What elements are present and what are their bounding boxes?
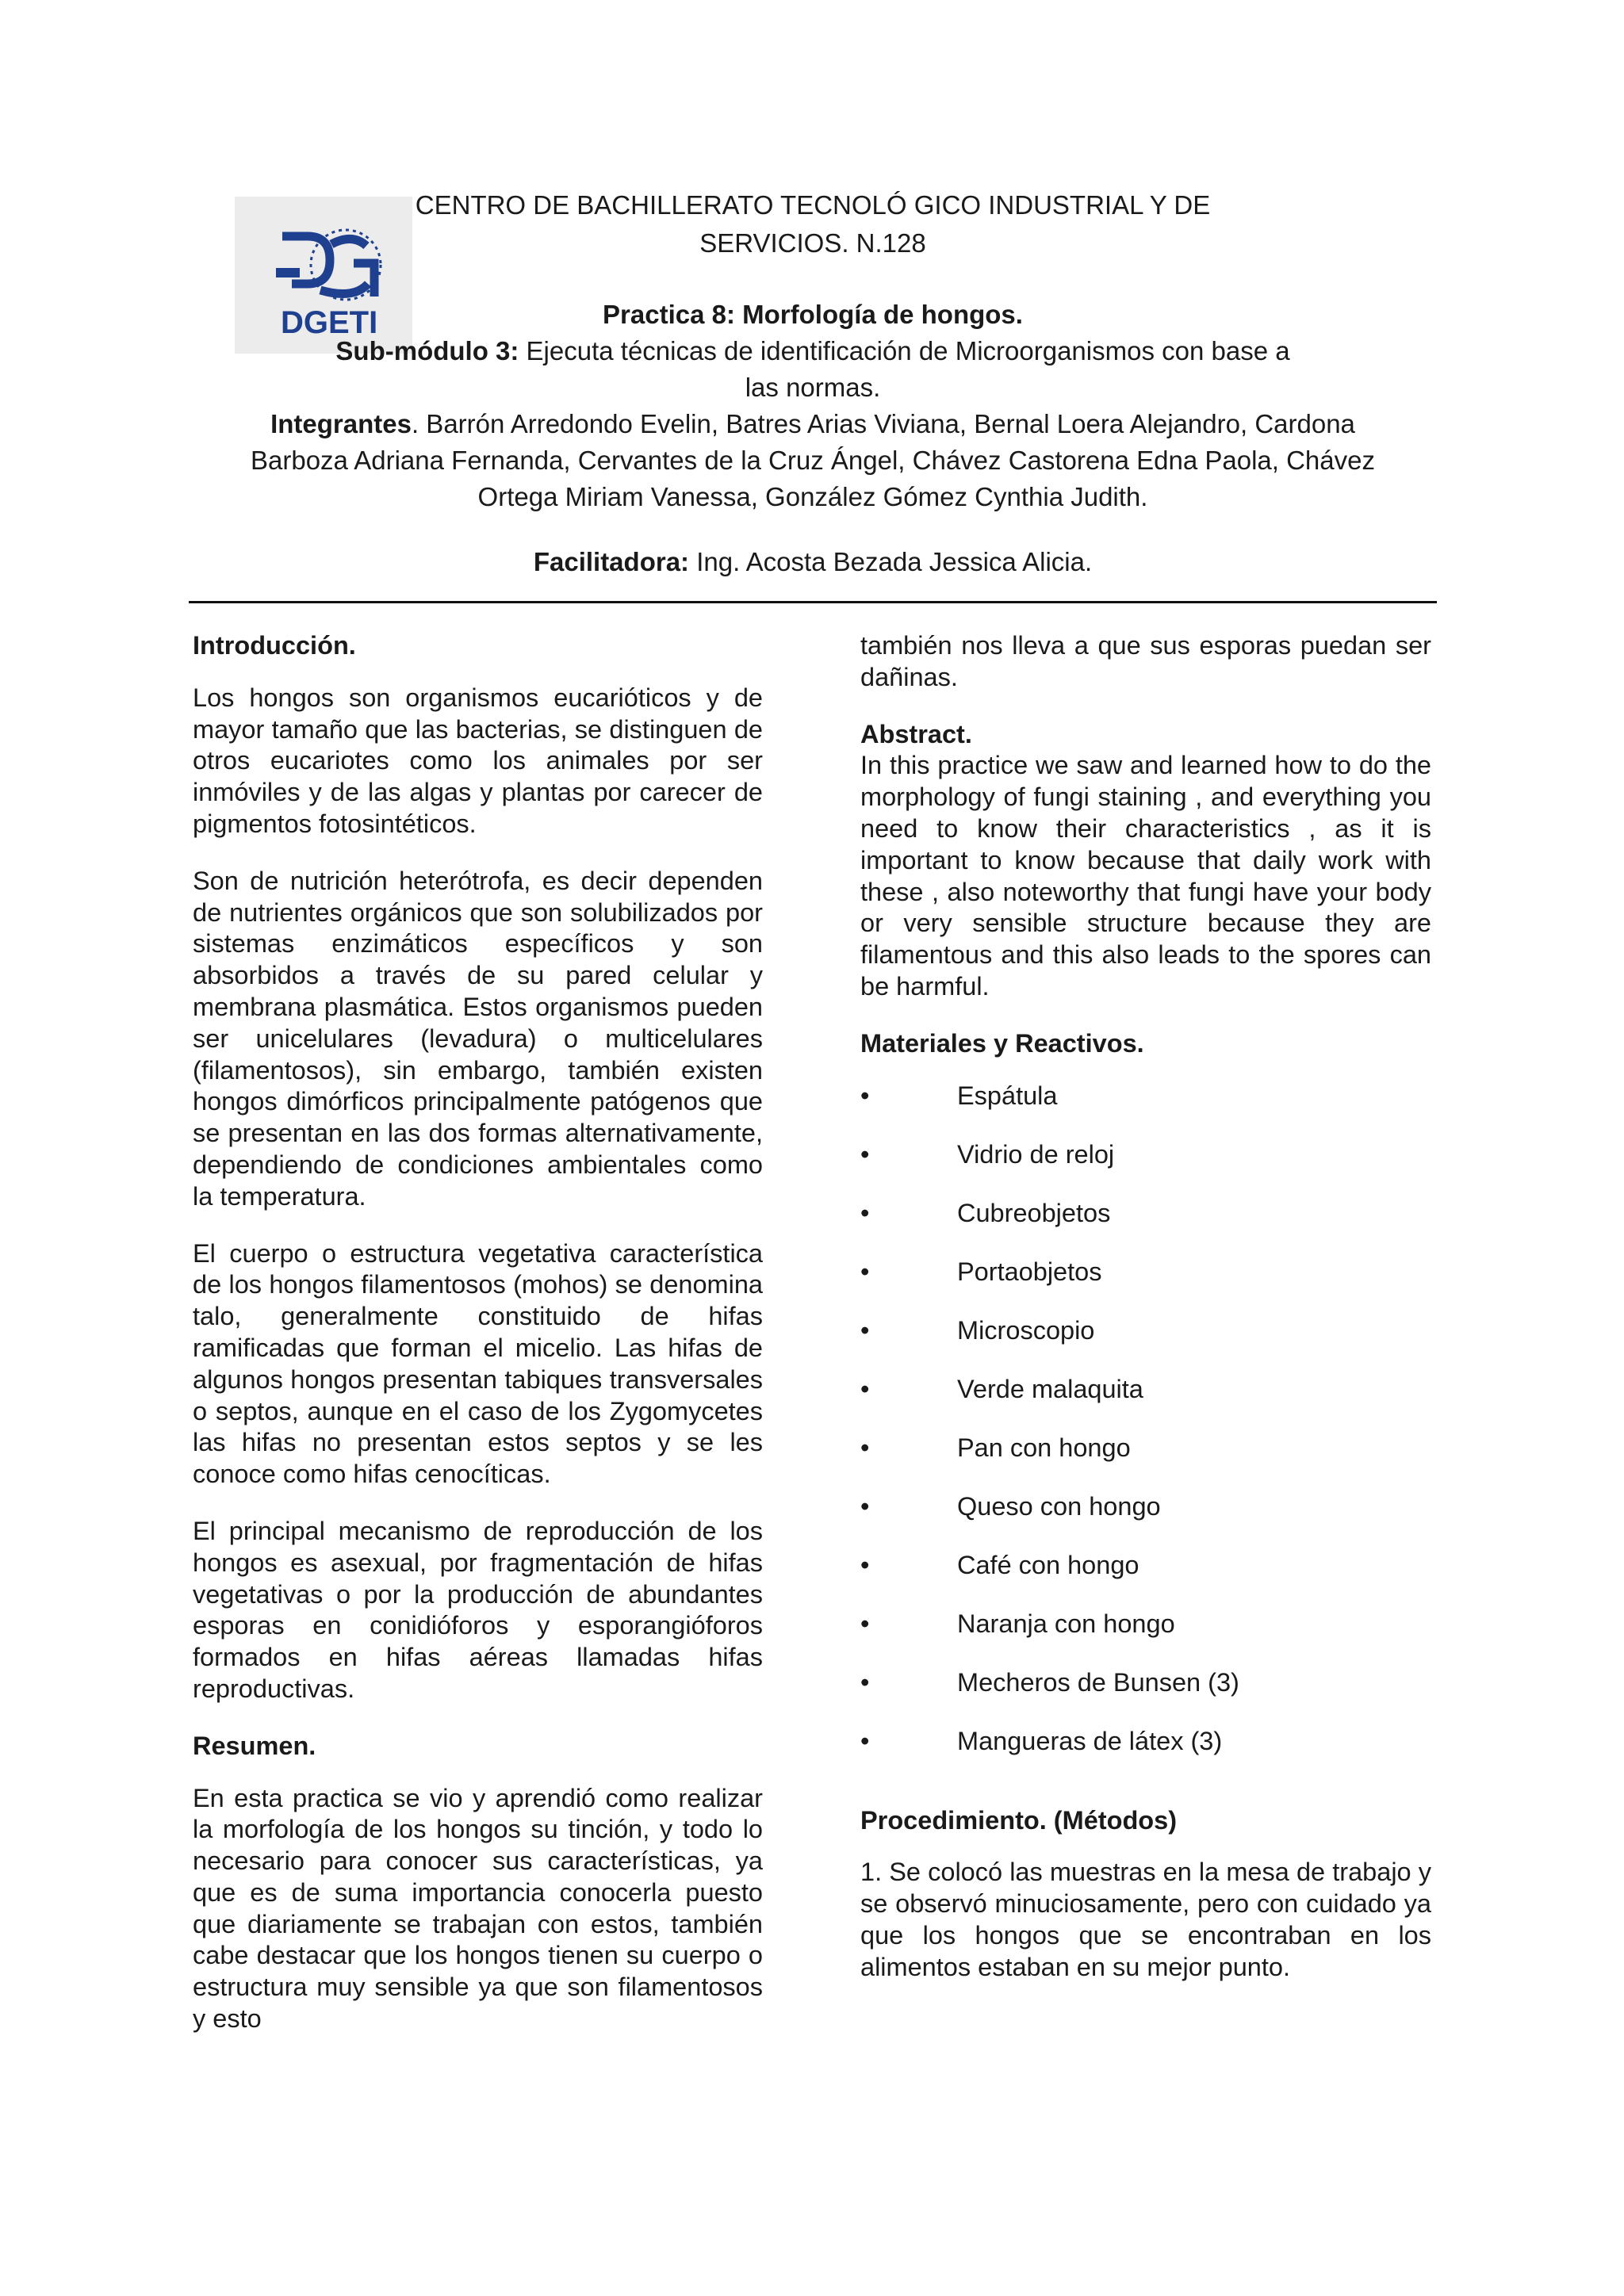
institution-line-2: SERVICIOS. N.128 <box>699 228 926 258</box>
list-item <box>860 1081 1431 1139</box>
material-label: Mangueras de látex (3) <box>957 1726 1223 1755</box>
list-item <box>860 1198 1431 1257</box>
submodule-line-1 <box>190 333 1435 369</box>
members-text-1: . Barrón Arredondo Evelin, Batres Arias Viviana, Bernal Loera Alejandro, Cardona <box>411 409 1355 438</box>
list-item <box>860 1433 1431 1491</box>
material-label: Vidrio de reloj <box>957 1139 1115 1169</box>
material-label: Mecheros de Bunsen (3) <box>957 1667 1239 1697</box>
bullet-icon: • <box>860 1374 870 1403</box>
list-item <box>860 1374 1431 1433</box>
procedure-paragraph: 1. Se colocó las muestras en la mesa de trabajo y se observó minuciosamente, pero con cuidado ya que los hongos que se encontraban en los alimentos estaban en su mejor punto. <box>860 1858 1431 1981</box>
members-line-3: Ortega Miriam Vanessa, González Gómez Cynthia Judith. <box>477 482 1148 511</box>
material-label: Naranja con hongo <box>957 1609 1175 1638</box>
facilitator-line <box>190 544 1435 580</box>
material-label: Espátula <box>957 1081 1058 1110</box>
list-item <box>860 1257 1431 1315</box>
material-label: Queso con hongo <box>957 1491 1161 1521</box>
list-item <box>860 1726 1431 1785</box>
members-line-1 <box>190 406 1435 442</box>
abstract-heading: Abstract. <box>860 719 972 748</box>
bullet-icon: • <box>860 1315 870 1345</box>
bullet-icon: • <box>860 1257 870 1286</box>
list-item <box>860 1315 1431 1374</box>
procedure-heading: Procedimiento. (Métodos) <box>860 1805 1178 1835</box>
material-label: Pan con hongo <box>957 1433 1131 1462</box>
abstract-paragraph: In this practice we saw and learned how to do the morphology of fungi staining , and everything you need to know their characteristics , as it is important to know because that daily work with these , also noteworthy that fungi have your body or very sensible structure because they are filamentous and this also leads to the spores can be harmful. <box>860 751 1431 1001</box>
bullet-icon: • <box>860 1081 870 1110</box>
material-label: Cubreobjetos <box>957 1198 1111 1227</box>
list-item <box>860 1667 1431 1726</box>
material-label: Café con hongo <box>957 1550 1139 1579</box>
list-item <box>860 1139 1431 1198</box>
header-divider <box>189 601 1437 603</box>
materials-list <box>860 1081 1431 1785</box>
left-column <box>193 630 763 2061</box>
bullet-icon: • <box>860 1667 870 1697</box>
bullet-icon: • <box>860 1550 870 1579</box>
bullet-icon: • <box>860 1433 870 1462</box>
right-column <box>860 630 1431 2009</box>
intro-paragraph-1: Los hongos son organismos eucarióticos y de mayor tamaño que las bacterias, se distinguen de otros eucariotes como los animales por ser inmóviles y de las algas y plantas por carecer de pigmentos fotosintéticos. <box>193 683 763 838</box>
bullet-icon: • <box>860 1491 870 1521</box>
materials-heading: Materiales y Reactivos. <box>860 1028 1144 1058</box>
members-line-2: Barboza Adriana Fernanda, Cervantes de la Cruz Ángel, Chávez Castorena Edna Paola, Chávez <box>250 446 1375 475</box>
material-label: Microscopio <box>957 1315 1095 1345</box>
material-label: Portaobjetos <box>957 1257 1102 1286</box>
institution-line-1: CENTRO DE BACHILLERATO TECNOLÓ GICO INDUSTRIAL Y DE <box>415 190 1211 220</box>
dgeti-logo-text: DGETI <box>281 305 378 340</box>
list-item <box>860 1491 1431 1550</box>
bullet-icon: • <box>860 1726 870 1755</box>
summary-continuation: también nos lleva a que sus esporas puedan ser dañinas. <box>860 631 1431 691</box>
submodule-line-2: las normas. <box>745 373 881 402</box>
document-title: Practica 8: Morfología de hongos. <box>603 300 1023 329</box>
submodule-text: Ejecuta técnicas de identificación de Microorganismos con base a <box>519 336 1290 365</box>
bullet-icon: • <box>860 1198 870 1227</box>
submodule-label: Sub-módulo 3: <box>335 336 519 365</box>
bullet-icon: • <box>860 1609 870 1638</box>
intro-heading: Introducción. <box>193 631 356 660</box>
members-label: Integrantes <box>270 409 412 438</box>
intro-paragraph-4: El principal mecanismo de reproducción de los hongos es asexual, por fragmentación de hifas vegetativas o por la producción de abundantes esporas en conidióforos y esporangióforos formados en hifas aéreas llamadas hifas reproductivas. <box>193 1516 763 1703</box>
summary-paragraph: En esta practica se vio y aprendió como realizar la morfología de los hongos su tinción, y todo lo necesario para conocer sus características, ya que es de suma importancia conocerla puesto que diariamente se trabajan con estos, también cabe destacar que los hongos tienen su cuerpo o estructura muy sensible ya que son filamentosos y esto <box>193 1783 763 2034</box>
intro-paragraph-2: Son de nutrición heterótrofa, es decir dependen de nutrientes orgánicos que son solubilizados por sistemas enzimáticos específicos y son absorbidos a través de su pared celular y membrana plasmática. Estos organismos pueden ser unicelulares (levadura) o multicelulares (filamentosos), sin embargo, también existen hongos dimórficos principalmente patógenos que se presentan en las dos formas alternativamente, dependiendo de condiciones ambientales como la temperatura. <box>193 866 763 1211</box>
bullet-icon: • <box>860 1139 870 1169</box>
facilitator-name: Ing. Acosta Bezada Jessica Alicia. <box>689 547 1093 576</box>
list-item <box>860 1550 1431 1609</box>
intro-paragraph-3: El cuerpo o estructura vegetativa característica de los hongos filamentosos (mohos) se denomina talo, generalmente constituido de hifas ramificadas que forman el micelio. Las hifas de algunos hongos presentan tabiques transversales o septos, aunque en el caso de los Zygomycetes las hifas no presentan estos septos y se les conoce como hifas cenocíticas. <box>193 1238 763 1489</box>
list-item <box>860 1609 1431 1667</box>
summary-heading: Resumen. <box>193 1731 316 1760</box>
facilitator-label: Facilitadora: <box>533 547 690 576</box>
material-label: Verde malaquita <box>957 1374 1143 1403</box>
